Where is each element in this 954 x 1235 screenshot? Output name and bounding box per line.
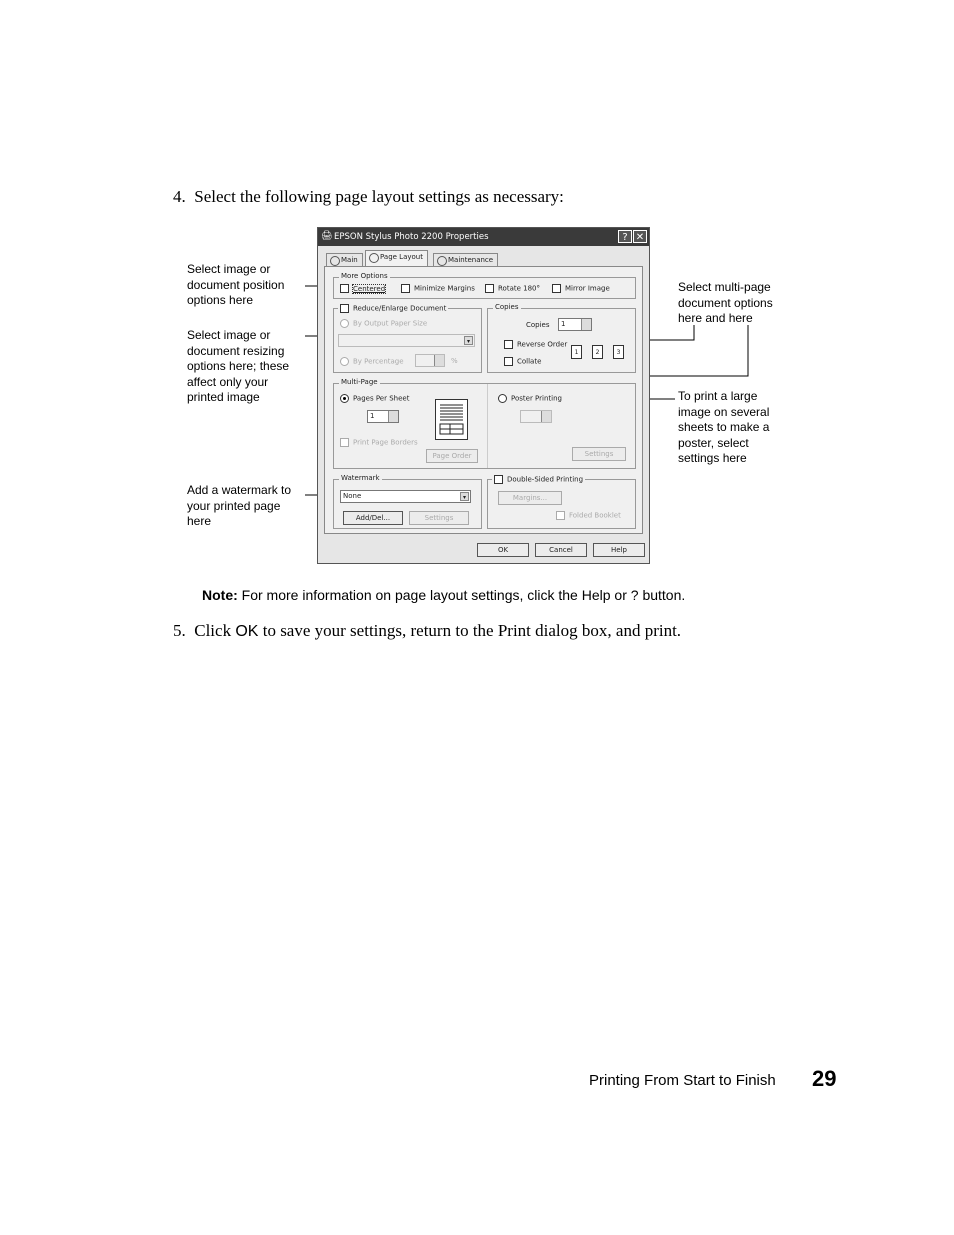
- folded-booklet-checkbox[interactable]: [556, 511, 621, 520]
- margins-button[interactable]: Margins...: [498, 491, 562, 505]
- step-5: [173, 621, 681, 641]
- chevron-down-icon: ▾: [464, 336, 473, 345]
- checkbox-box: [340, 304, 349, 313]
- page-preview-icon: [435, 399, 468, 440]
- printer-icon: 🖨: [321, 231, 333, 241]
- note-label: Note:: [202, 587, 238, 603]
- step-ok-word: OK: [235, 623, 259, 640]
- pages-value: 1: [370, 412, 375, 420]
- double-sided-group: [487, 475, 636, 529]
- note-paragraph: [202, 587, 685, 603]
- radio-label: Pages Per Sheet: [353, 394, 410, 403]
- radio-circle: [498, 394, 507, 403]
- watermark-value: None: [343, 492, 362, 500]
- watermark-group: [333, 474, 482, 529]
- chevron-down-icon: ▾: [460, 492, 469, 501]
- checkbox-label: Minimize Margins: [414, 284, 475, 293]
- centered-checkbox[interactable]: [340, 284, 385, 293]
- printer-properties-dialog: [317, 227, 650, 564]
- step-number: 5.: [173, 621, 186, 640]
- note-text-after: button.: [642, 587, 686, 603]
- copy-order-icon-2: 2: [592, 345, 603, 359]
- checkbox-box: [556, 511, 565, 520]
- rotate-180-checkbox[interactable]: [485, 284, 540, 293]
- radio-circle: [340, 394, 349, 403]
- step-text-before: Click: [194, 621, 232, 640]
- callout-watermark: Add a watermark to your printed page here: [187, 483, 292, 528]
- percentage-stepper[interactable]: [415, 354, 445, 367]
- pages-per-sheet-radio[interactable]: [340, 394, 409, 403]
- radio-label: Poster Printing: [511, 394, 562, 403]
- callout-position: Select image or document position options here: [187, 262, 285, 307]
- step-text-after: to save your settings, return to the Print dialog box, and print.: [262, 621, 682, 640]
- checkbox-box: [401, 284, 410, 293]
- footer-title: Printing From Start to Finish: [589, 1072, 776, 1089]
- watermark-dropdown[interactable]: [340, 490, 471, 503]
- copies-label: Copies: [526, 321, 550, 329]
- note-question: ?: [630, 587, 639, 603]
- copies-group: [487, 303, 636, 373]
- radio-label: By Percentage: [353, 357, 404, 366]
- main-tab-icon: [330, 256, 340, 266]
- ok-button[interactable]: OK: [477, 543, 529, 557]
- checkbox-label: Collate: [517, 357, 542, 366]
- page-number: 29: [812, 1066, 837, 1091]
- by-percentage-radio[interactable]: [340, 357, 404, 366]
- radio-circle: [340, 319, 349, 328]
- page-preview-graphic: [436, 400, 467, 439]
- reduce-enlarge-group: [333, 304, 482, 373]
- poster-printing-radio[interactable]: [498, 394, 562, 403]
- group-label: Multi-Page: [341, 378, 378, 386]
- callout-multipage: Select multi-page document options here and here: [678, 280, 773, 325]
- reverse-order-checkbox[interactable]: [504, 340, 567, 349]
- close-icon[interactable]: ✕: [633, 230, 647, 243]
- more-options-group: [333, 272, 636, 299]
- note-or: or: [614, 587, 627, 603]
- minimize-margins-checkbox[interactable]: [401, 284, 475, 293]
- page-layout-panel: [324, 266, 643, 534]
- dialog-title: EPSON Stylus Photo 2200 Properties: [334, 232, 489, 242]
- checkbox-box: [504, 340, 513, 349]
- page-order-button[interactable]: Page Order: [426, 449, 478, 463]
- spinner-arrows-icon: [388, 411, 398, 422]
- checkbox-label: Centered: [353, 284, 386, 293]
- tab-main[interactable]: [326, 253, 363, 266]
- copies-value: 1: [561, 320, 566, 328]
- checkbox-label: Rotate 180°: [498, 284, 541, 293]
- maintenance-tab-icon: [437, 256, 447, 266]
- double-sided-checkbox[interactable]: [492, 475, 585, 484]
- note-text: For more information on page layout settings, click the: [241, 587, 578, 603]
- tab-label: Page Layout: [380, 253, 423, 261]
- spinner-arrows-icon: [541, 411, 551, 422]
- checkbox-label: Reverse Order: [517, 340, 568, 349]
- step-text: Select the following page layout settings as necessary:: [194, 187, 564, 206]
- spinner-arrows-icon: [581, 319, 591, 330]
- checkbox-label: Print Page Borders: [353, 438, 418, 447]
- watermark-settings-button[interactable]: Settings: [409, 511, 469, 525]
- group-label: More Options: [341, 272, 388, 280]
- multi-page-group: [333, 378, 636, 469]
- help-icon[interactable]: ?: [618, 230, 632, 243]
- note-help-word: Help: [581, 587, 611, 603]
- checkbox-box: [340, 284, 349, 293]
- radio-circle: [340, 357, 349, 366]
- checkbox-box: [494, 475, 503, 484]
- paper-size-dropdown[interactable]: [338, 334, 475, 347]
- tab-label: Maintenance: [448, 256, 494, 264]
- checkbox-label: Double-Sided Printing: [507, 475, 584, 484]
- group-label: Copies: [495, 303, 519, 311]
- callout-resizing: Select image or document resizing options here; these affect only your printed image: [187, 328, 290, 404]
- copy-order-icon-3: 3: [613, 345, 624, 359]
- checkbox-label: Reduce/Enlarge Document: [353, 304, 447, 313]
- poster-stepper[interactable]: [520, 410, 552, 423]
- checkbox-label: Mirror Image: [565, 284, 610, 293]
- copy-order-icon-1: 1: [571, 345, 582, 359]
- group-label: Watermark: [341, 474, 380, 482]
- multi-page-divider: [487, 384, 488, 468]
- checkbox-box: [340, 438, 349, 447]
- tab-label: Main: [341, 256, 358, 264]
- page-layout-tab-icon: [369, 253, 379, 263]
- collate-checkbox[interactable]: [504, 357, 541, 366]
- cancel-button[interactable]: Cancel: [535, 543, 587, 557]
- checkbox-box: [504, 357, 513, 366]
- spinner-arrows-icon: [434, 355, 444, 366]
- callout-poster: To print a large image on several sheets to make a poster, select settings here: [678, 389, 770, 465]
- add-del-button[interactable]: Add/Del...: [343, 511, 403, 525]
- copies-stepper[interactable]: [558, 318, 592, 331]
- dialog-titlebar: [318, 228, 649, 246]
- checkbox-label: Folded Booklet: [569, 511, 621, 520]
- by-output-paper-size-radio[interactable]: [340, 319, 427, 328]
- checkbox-box: [552, 284, 561, 293]
- help-button[interactable]: Help: [593, 543, 645, 557]
- pages-per-sheet-stepper[interactable]: [367, 410, 399, 423]
- tab-page-layout[interactable]: [365, 250, 428, 266]
- percent-sign: %: [451, 357, 458, 365]
- checkbox-box: [485, 284, 494, 293]
- radio-label: By Output Paper Size: [353, 319, 428, 328]
- tab-maintenance[interactable]: [433, 253, 498, 266]
- mirror-image-checkbox[interactable]: [552, 284, 610, 293]
- reduce-enlarge-checkbox[interactable]: [338, 304, 448, 313]
- poster-settings-button[interactable]: Settings: [572, 447, 626, 461]
- step-number: 4.: [173, 187, 186, 206]
- print-page-borders-checkbox[interactable]: [340, 438, 418, 447]
